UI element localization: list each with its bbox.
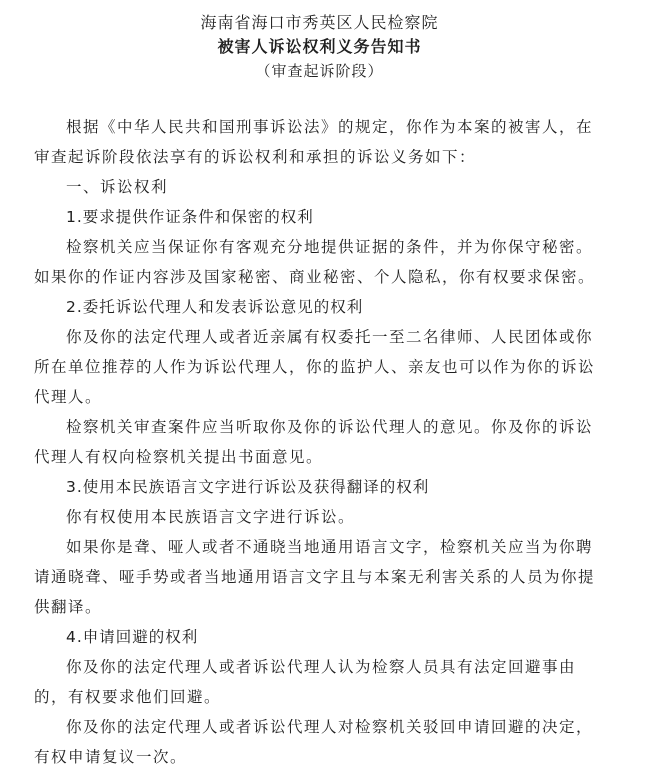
text-line: 你有权使用本民族语言文字进行诉讼。 xyxy=(66,508,356,526)
document-body xyxy=(34,112,605,772)
text-line: 如果你的作证内容涉及国家秘密、商业秘密、个人隐私，你有权要求保密。 xyxy=(34,268,596,286)
text-line: 你及你的法定代理人或者诉讼代理人对检察机关驳回申请回避的决定， xyxy=(66,718,594,736)
item-paragraph xyxy=(34,652,605,712)
text-line: 有权申请复议一次。 xyxy=(34,748,188,766)
document-title: 被害人诉讼权利义务告知书 xyxy=(217,37,422,56)
item-paragraph xyxy=(34,322,605,412)
text-line: 请通晓聋、哑手势或者当地通用语言文字且与本案无利害关系的人员为你提 xyxy=(34,568,596,586)
item-paragraph xyxy=(34,712,605,772)
item-heading: 4.申请回避的权利 xyxy=(66,628,199,646)
text-line: 你及你的法定代理人或者诉讼代理人认为检察人员具有法定回避事由 xyxy=(66,658,577,676)
text-line: 检察机关审查案件应当听取你及你的诉讼代理人的意见。你及你的诉讼 xyxy=(66,418,594,436)
item-paragraph xyxy=(34,232,605,292)
text-line: 供翻译。 xyxy=(34,598,103,616)
text-line: 你及你的法定代理人或者近亲属有权委托一至二名律师、人民团体或你 xyxy=(66,328,594,346)
section-heading: 一、诉讼权利 xyxy=(66,178,169,196)
item-paragraph xyxy=(34,532,605,622)
text-line: 代理人有权向检察机关提出书面意见。 xyxy=(34,448,324,466)
intro-paragraph xyxy=(34,112,605,172)
item-paragraph xyxy=(34,412,605,472)
text-line: 检察机关应当保证你有客观充分地提供证据的条件，并为你保守秘密。 xyxy=(66,238,594,256)
text-line: 审查起诉阶段依法享有的诉讼权利和承担的诉讼义务如下： xyxy=(34,148,477,166)
document-stage: （审查起诉阶段） xyxy=(255,62,384,80)
item-heading: 1.要求提供作证条件和保密的权利 xyxy=(66,208,314,226)
item-paragraph xyxy=(34,502,605,532)
item-heading: 2.委托诉讼代理人和发表诉讼意见的权利 xyxy=(66,298,364,316)
document-header xyxy=(34,12,605,82)
organization-name: 海南省海口市秀英区人民检察院 xyxy=(200,13,439,32)
item-heading: 3.使用本民族语言文字进行诉讼及获得翻译的权利 xyxy=(66,478,430,496)
text-line: 代理人。 xyxy=(34,388,103,406)
text-line: 根据《中华人民共和国刑事诉讼法》的规定，你作为本案的被害人，在 xyxy=(66,118,594,136)
text-line: 所在单位推荐的人作为诉讼代理人，你的监护人、亲友也可以作为你的诉讼 xyxy=(34,358,596,376)
text-line: 如果你是聋、哑人或者不通晓当地通用语言文字，检察机关应当为你聘 xyxy=(66,538,594,556)
text-line: 的，有权要求他们回避。 xyxy=(34,688,222,706)
